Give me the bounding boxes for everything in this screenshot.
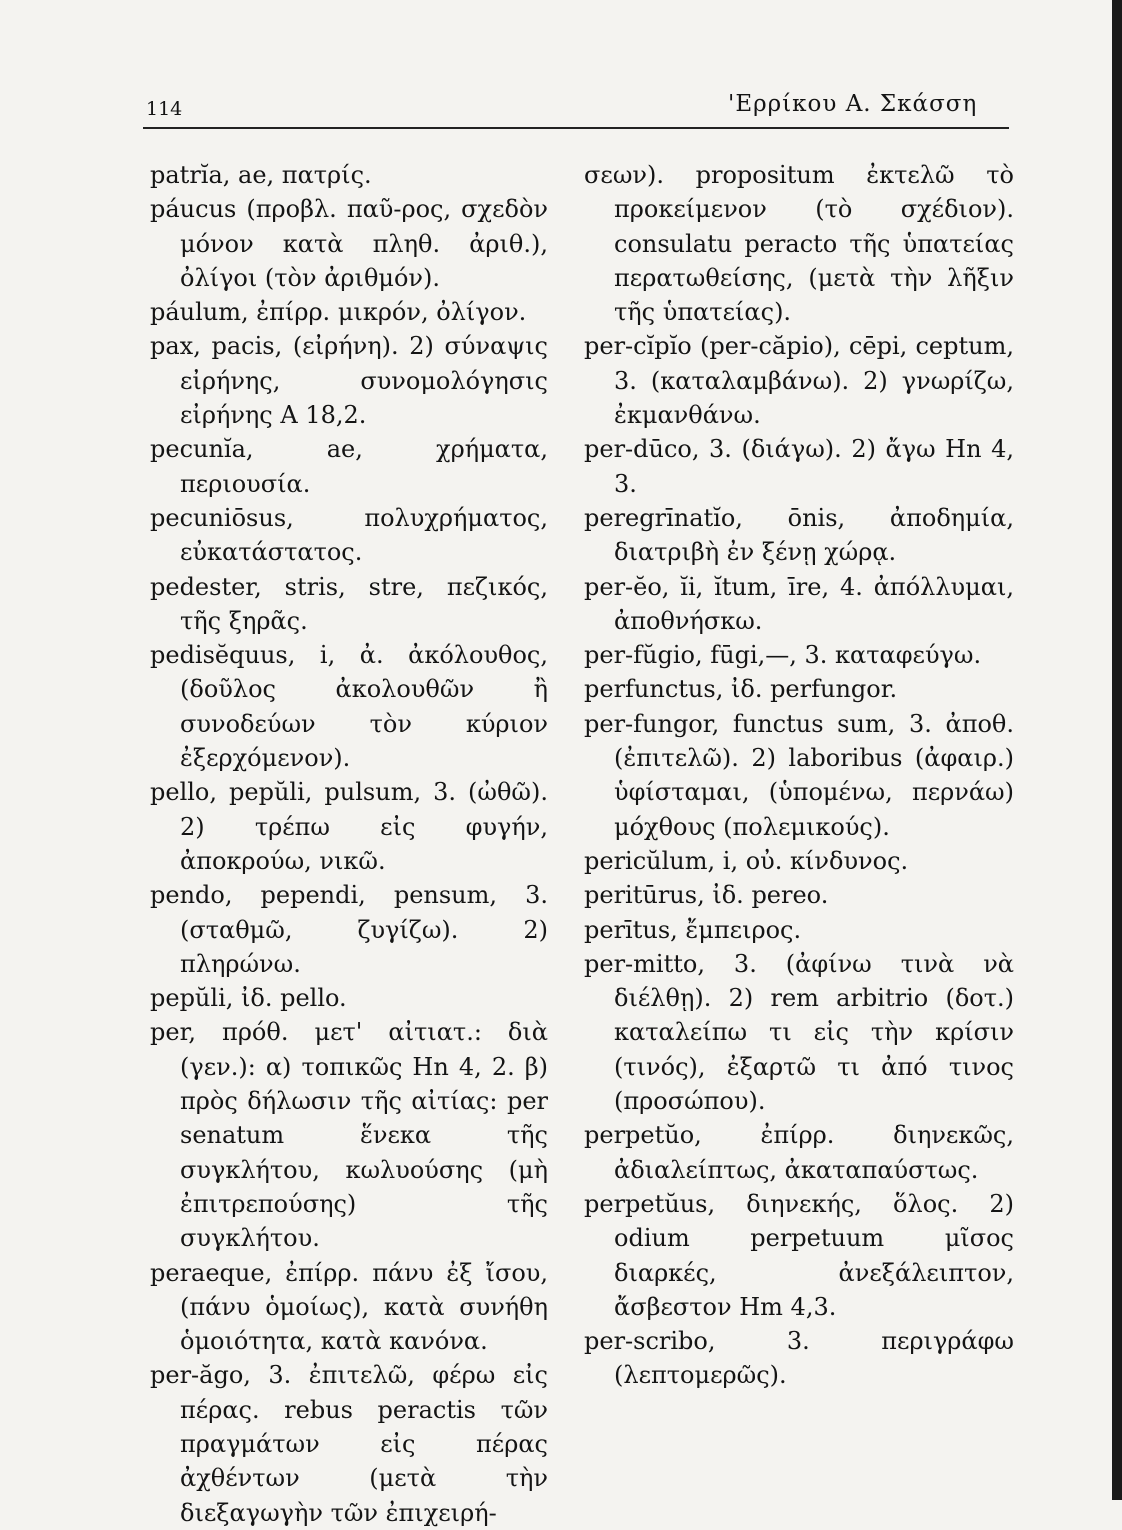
dictionary-entry: pedisĕquus, i, ἀ. ἀκόλουθος, (δοῦλος ἀκολουθῶν ἢ συνοδεύων τὸν κύριον ἐξερχόμενον). — [150, 641, 548, 773]
dictionary-entry: per, πρόθ. μετ' αἰτιατ.: διὰ (γεν.): α) τοπικῶς Hn 4, 2. β) πρὸς δήλωσιν τῆς αἰτίας: per senatum ἕνεκα τῆς συγκλήτου, κωλυούσης (μὴ ἐπιτρεπούσης) τῆς συγκλήτου. — [150, 1018, 548, 1253]
dictionary-entry: perfunctus, ἰδ. perfungor. — [584, 675, 898, 704]
dictionary-entry: pepŭli, ἰδ. pello. — [150, 984, 347, 1013]
dictionary-entry: patrĭa, ae, πατρίς. — [150, 161, 372, 189]
dictionary-entry: perpetŭus, διηνεκής, ὅλος. 2) odium perpetuum μῖσος διαρκές, ἀνεξάλειπτον, ἄσβεστον Hm 4,3. — [584, 1189, 1014, 1321]
dictionary-entry: peraeque, ἐπίρρ. πάνυ ἐξ ἴσου, (πάνυ ὁμοίως), κατὰ συνήθη ὁμοιότητα, κατὰ κανόνα. — [150, 1258, 548, 1356]
header-rule — [143, 127, 1009, 129]
running-title: 'Ερρίκου Α. Σκάσση — [728, 91, 978, 117]
dictionary-entry: pecunĭa, ae, χρήματα, περιουσία. — [150, 435, 548, 498]
dictionary-entry: per-ĕo, ĭi, ĭtum, īre, 4. ἀπόλλυμαι, ἀποθνήσκω. — [584, 572, 1014, 635]
dictionary-entry: peregrīnatĭo, ōnis, ἀποδημία, διατριβὴ ἐν ξένῃ χώρᾳ. — [584, 503, 1014, 567]
dictionary-entry: pecuniōsus, πολυχρήματος, εὐκατάστατος. — [150, 503, 548, 567]
left-column — [150, 158, 548, 1530]
dictionary-entry: per-dūco, 3. (διάγω). 2) ἄγω Hn 4, 3. — [584, 435, 1014, 498]
dictionary-entry: pericŭlum, i, οὐ. κίνδυνος. — [584, 846, 909, 875]
dictionary-entry: perpetŭo, ἐπίρρ. διηνεκῶς, ἀδιαλείπτως, ἀκαταπαύστως. — [584, 1121, 1014, 1184]
dictionary-entry: pendo, pependi, pensum, 3. (σταθμῶ, ζυγίζω). 2) πληρώνω. — [150, 881, 548, 978]
dictionary-entry: peritūrus, ἰδ. pereo. — [584, 881, 829, 910]
dictionary-entry: per-fungor, functus sum, 3. ἀποθ. (ἐπιτελῶ). 2) laboribus (ἀφαιρ.) ὑφίσταμαι, (ὑπομένω, περνάω) μόχθους (πολεμικούς). — [584, 709, 1014, 841]
dictionary-entry: per-mitto, 3. (ἀφίνω τινὰ νὰ διέλθῃ). 2) rem arbitrio (δοτ.) καταλείπω τι εἰς τὴν κρίσιν (τινός), ἐξαρτῶ τι ἀπό τινος (προσώπου). — [584, 949, 1014, 1116]
right-column — [584, 158, 1014, 1393]
dictionary-entry: per-scribo, 3. περιγράφω (λεπτομερῶς). — [584, 1327, 1014, 1390]
page-edge-shadow — [1112, 0, 1122, 1500]
dictionary-entry: per-cĭpĭo (per-căpio), cēpi, ceptum, 3. (καταλαμβάνω). 2) γνωρίζω, ἐκμανθάνω. — [584, 332, 1014, 430]
dictionary-entry: perītus, ἔμπειρος. — [584, 915, 802, 944]
dictionary-entry: σεων). propositum ἐκτελῶ τὸ προκείμενον (τὸ σχέδιον). consulatu peracto τῆς ὑπατείας περατωθείσης, (μετὰ τὴν λῆξιν τῆς ὑπατείας). — [584, 161, 1014, 327]
dictionary-entry: pax, pacis, (εἰρήνη). 2) σύναψις εἰρήνης, συνομολόγησις εἰρήνης A 18,2. — [150, 332, 548, 430]
dictionary-entry: pedester, stris, stre, πεζικός, τῆς ξηρᾶς. — [150, 572, 548, 635]
dictionary-entry: pello, pepŭli, pulsum, 3. (ὠθῶ). 2) τρέπω εἰς φυγήν, ἀποκρούω, νικῶ. — [150, 778, 548, 875]
page-number: 114 — [146, 98, 183, 120]
dictionary-entry: páucus (προβλ. παῦ-ρος, σχεδὸν μόνον κατὰ πληθ. ἀριθ.), ὀλίγοι (τὸν ἀριθμόν). — [150, 195, 548, 292]
dictionary-entry: per-ăgo, 3. ἐπιτελῶ, φέρω εἰς πέρας. rebus peractis τῶν πραγμάτων εἰς πέρας ἀχθέντων (μετὰ τὴν διεξαγωγὴν τῶν ἐπιχειρή- — [150, 1361, 548, 1527]
dictionary-entry: páulum, ἐπίρρ. μικρόν, ὀλίγον. — [150, 298, 527, 327]
dictionary-entry: per-fŭgio, fūgi,—, 3. καταφεύγω. — [584, 641, 982, 670]
